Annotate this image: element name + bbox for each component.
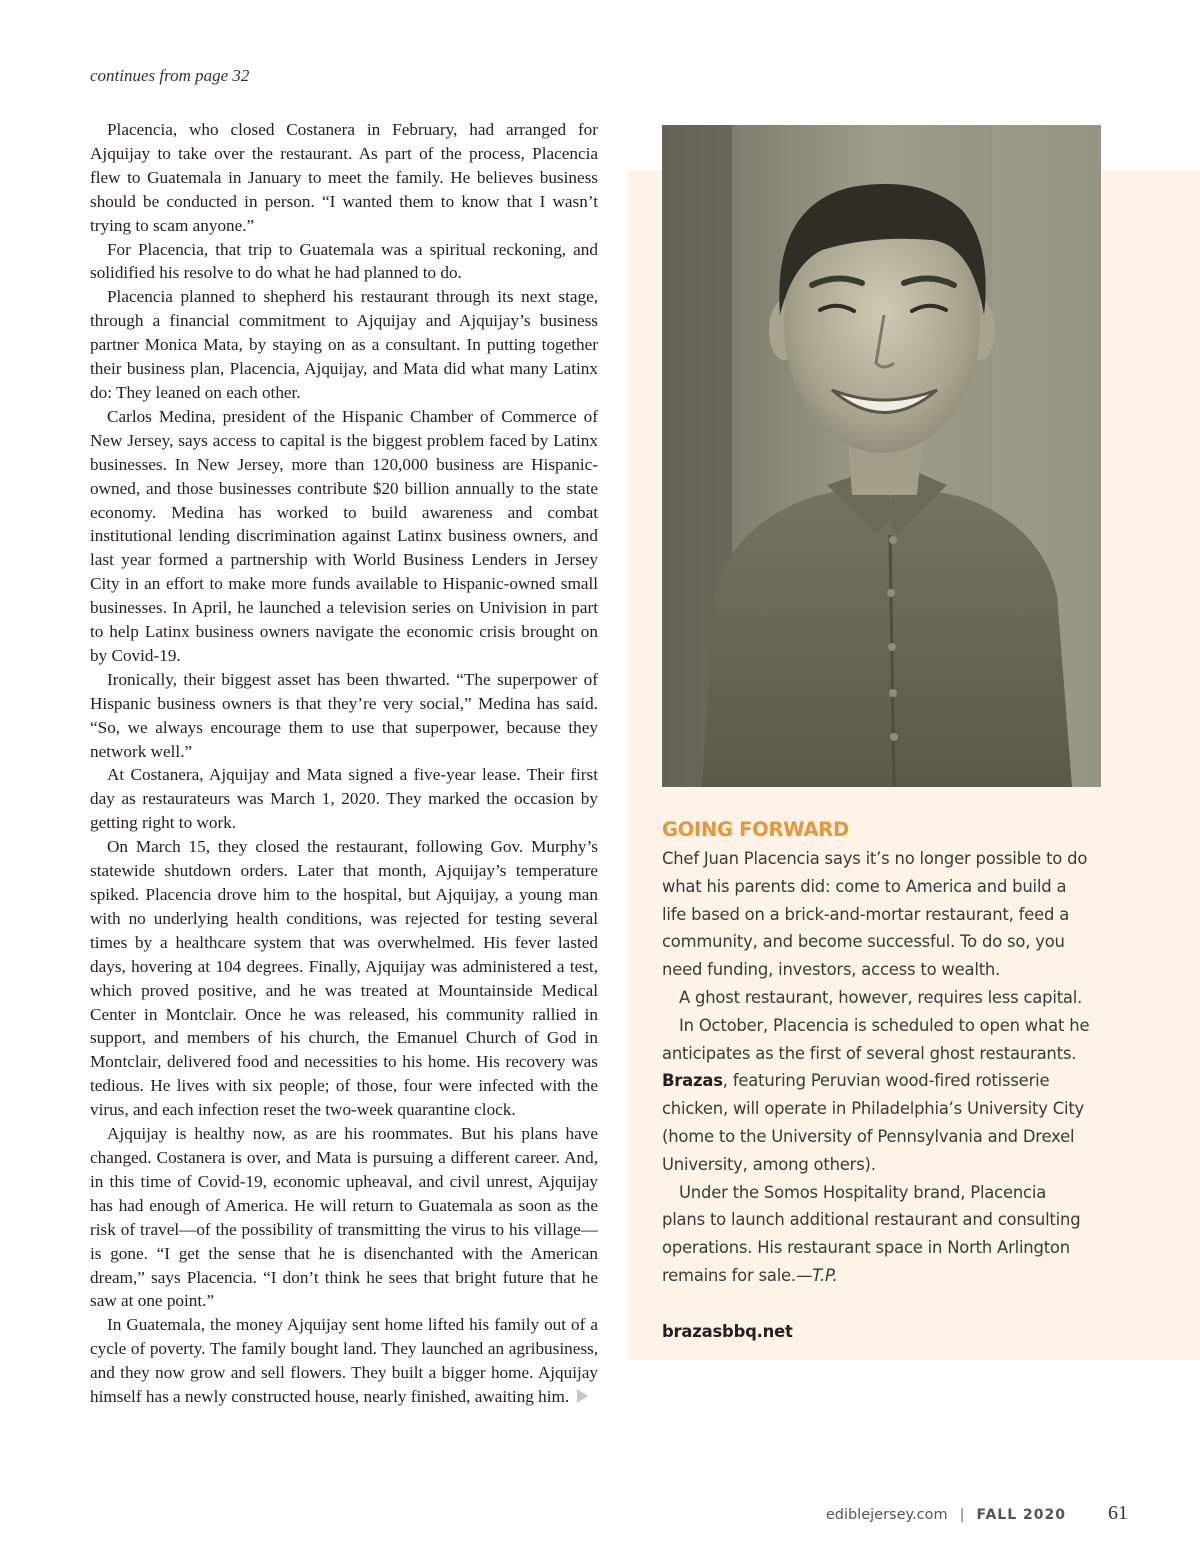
footer-season: FALL 2020 — [976, 1507, 1066, 1523]
article-paragraph-text: In Guatemala, the money Ajquijay sent home lifted his family out of a cycle of poverty. The family bought land. They launched an agribusiness, and they now grow and sell flowers. They built a bigger home. Ajquijay himself has a newly constructed house, nearly finished, awaiting him. — [90, 1315, 598, 1407]
article-paragraph: At Costanera, Ajquijay and Mata signed a five-year lease. Their first day as restaurateurs was March 1, 2020. They marked the occasion by getting right to work. — [90, 765, 598, 833]
page-footer — [826, 1502, 1128, 1525]
footer-site[interactable]: ediblejersey.com — [825, 1507, 948, 1523]
sidebar-paragraph-text: Under the Somos Hospitality brand, Placencia plans to launch additional restaurant and consulting operations. His restaurant space in North Arlington remains for sale. — [662, 1182, 1081, 1285]
sidebar-title: GOING FORWARD — [662, 818, 849, 841]
footer-separator: | — [959, 1507, 965, 1523]
article-paragraph: Placencia, who closed Costanera in February, had arranged for Ajquijay to take over the restaurant. As part of the process, Placencia flew to Guatemala in January to meet the family. He believes business should be conducted in person. “I wanted them to know that I wasn’t trying to scam anyone.” — [90, 120, 598, 235]
sidebar-paragraph-text: , featuring Peruvian wood-fired rotisserie chicken, will operate in Philadelphia’s University City (home to the University of Pennsylvania and Drexel University, among others). — [662, 1071, 1085, 1174]
article-paragraph: Ironically, their biggest asset has been thwarted. “The superpower of Hispanic business owners is that they’re very social,” Medina has said. “So, we always encourage them to use that superpower, because they network well.” — [90, 669, 598, 761]
article-paragraph: On March 15, they closed the restaurant, following Gov. Murphy’s statewide shutdown orders. Later that month, Ajquijay’s temperature spiked. Placencia drove him to the hospital, but Ajquijay, a young man with no underlying health conditions, was rejected for testing several times by a healthcare system that was overwhelmed. His fever lasted days, hovering at 104 degrees. Finally, Ajquijay was administered a test, which proved positive, and he was treated at Mountainside Medical Center in Montclair. Once he was released, his community rallied in support, and members of his church, the Emanuel Church of God in Montclair, delivered food and necessities to his home. His recovery was tedious. He lives with six people; of those, four were infected with the virus, and each infection reset the two-week quarantine clock. — [90, 837, 598, 1120]
page-number: 61 — [1108, 1502, 1128, 1524]
byline: —T.P. — [795, 1265, 838, 1285]
article-paragraph: Ajquijay is healthy now, as are his roommates. But his plans have changed. Costanera is over, and Mata is pursuing a different career. And, in this time of Covid-19, economic upheaval, and civil unrest, Ajquijay has had enough of America. He will return to Guatemala as soon as the risk of travel—of the possibility of transmitting the virus to his village—is gone. “I get the sense that he is disenchanted with the American dream,” says Placencia. “I don’t think he sees that bright future that he saw at one point.” — [90, 1124, 598, 1311]
sidebar-paragraph-last — [662, 1179, 1090, 1290]
end-mark-icon — [577, 1389, 588, 1403]
article-paragraph: Carlos Medina, president of the Hispanic Chamber of Commerce of New Jersey, says access to capital is the biggest problem faced by Latinx businesses. In New Jersey, more than 120,000 business are Hispanic-owned, and those businesses contribute $20 billion annually to the state economy. Medina has worked to build awareness and combat institutional lending discrimination against Latinx business owners, and last year formed a partnership with World Business Lenders in Jersey City in an effort to make more funds available to Hispanic-owned small businesses. In April, he launched a television series on Univision in part to help Latinx business owners navigate the economic crisis brought on by Covid-19. — [90, 406, 598, 665]
article-paragraph-last — [90, 1313, 598, 1409]
sidebar-paragraph: A ghost restaurant, however, requires less capital. — [679, 987, 1083, 1007]
brazas-name: Brazas — [662, 1071, 723, 1091]
website-link[interactable]: brazasbbq.net — [662, 1321, 793, 1341]
continues-note: continues from page 32 — [90, 66, 250, 85]
sidebar-paragraph-brazas — [662, 1067, 1090, 1178]
sidebar-paragraph: Chef Juan Placencia says it’s no longer possible to do what his parents did: come to America and build a life based on a brick-and-mortar restaurant, feed a community, and become successful. To do so, you need funding, investors, access to wealth. — [662, 849, 1088, 980]
article-paragraph: For Placencia, that trip to Guatemala was a spiritual reckoning, and solidified his resolve to do what he had planned to do. — [90, 239, 598, 283]
article-body — [90, 118, 598, 1409]
chef-portrait-photo — [662, 125, 1101, 787]
sidebar-paragraph: In October, Placencia is scheduled to open what he anticipates as the first of several ghost restaurants. — [662, 1015, 1090, 1063]
sidebar — [662, 815, 1090, 1346]
article-paragraph: Placencia planned to shepherd his restaurant through its next stage, through a financial commitment to Ajquijay and Ajquijay’s business partner Monica Mata, by staying on as a consultant. In putting together their business plan, Placencia, Ajquijay, and Mata did what many Latinx do: They leaned on each other. — [90, 287, 598, 402]
